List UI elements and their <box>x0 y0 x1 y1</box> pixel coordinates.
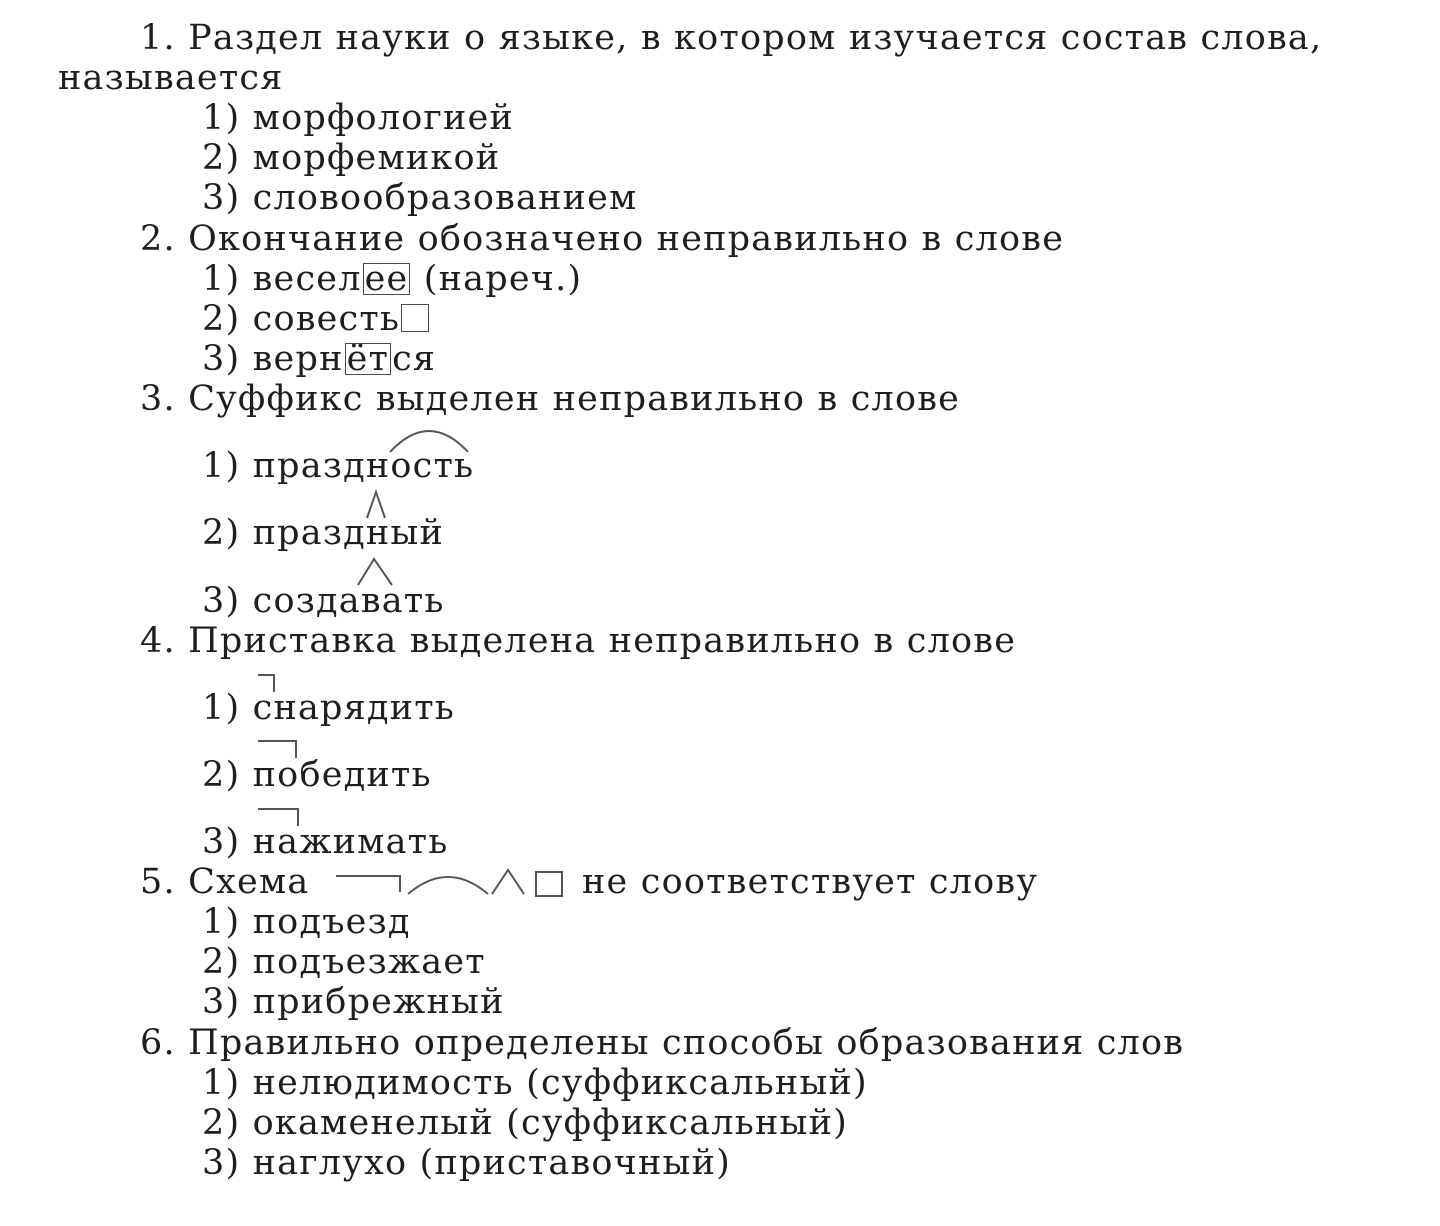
question-text: Окончание обозначено неправильно в слове <box>188 219 1065 259</box>
question-number: 5. <box>140 862 176 902</box>
option-4-1: 1) снарядить <box>202 688 456 728</box>
option-5-3: 3) прибрежный <box>202 982 505 1022</box>
question-2 <box>140 219 1064 259</box>
question-number: 4. <box>140 621 176 661</box>
option-2-3 <box>202 339 436 379</box>
morpheme-scheme <box>334 864 570 904</box>
option-label: 2) <box>202 299 241 339</box>
question-6 <box>140 1023 1184 1063</box>
option-2-2 <box>202 299 429 339</box>
option-3-1: 1) праздность <box>202 446 475 486</box>
option-1-2: 2) морфемикой <box>202 138 501 178</box>
question-number: 3. <box>140 379 176 419</box>
option-2-1 <box>202 259 582 299</box>
question-text: Раздел науки о языке, в котором изучается состав слова, <box>188 18 1323 58</box>
question-text: Правильно определены способы образования слов <box>188 1023 1185 1063</box>
option-6-1: 1) нелюдимость (суффиксальный) <box>202 1063 868 1103</box>
question-text: Суффикс выделен неправильно в слове <box>188 379 961 419</box>
ending-box <box>536 872 562 896</box>
option-label: 3) <box>202 339 241 379</box>
root-mark <box>408 877 488 894</box>
option-6-2: 2) окаменелый (суффиксальный) <box>202 1103 848 1143</box>
question-1 <box>140 18 1322 58</box>
word-postfix: ся <box>392 339 437 379</box>
prefix-mark <box>336 876 400 892</box>
word-note: (нареч.) <box>411 259 583 299</box>
null-ending-box <box>401 304 429 332</box>
option-1-3: 3) словообразованием <box>202 178 638 218</box>
option-6-3: 3) наглухо (приставочный) <box>202 1143 731 1183</box>
question-number: 2. <box>140 219 176 259</box>
option-5-1: 1) подъезд <box>202 902 411 942</box>
question-5 <box>140 862 309 902</box>
option-3-3: 3) создавать <box>202 581 445 621</box>
question-3 <box>140 379 960 419</box>
option-4-3: 3) нажимать <box>202 822 449 862</box>
word-stem: верн <box>252 339 344 379</box>
option-3-2: 2) праздный <box>202 513 444 553</box>
word-stem: весел <box>252 259 362 299</box>
suffix-mark <box>492 870 524 894</box>
option-1-1: 1) морфологией <box>202 98 515 138</box>
question-4 <box>140 621 1016 661</box>
question-text-before: Схема <box>188 862 310 902</box>
option-label: 1) <box>202 259 241 299</box>
question-text-after: не соответствует слову <box>582 862 1039 902</box>
option-4-2: 2) победить <box>202 755 432 795</box>
question-1-continuation: называется <box>58 58 284 98</box>
question-number: 1. <box>140 18 176 58</box>
word-stem: совесть <box>252 299 401 339</box>
option-5-2: 2) подъезжает <box>202 942 486 982</box>
question-text: Приставка выделена неправильно в слове <box>188 621 1017 661</box>
ending-box: ее <box>364 259 409 299</box>
question-number: 6. <box>140 1023 176 1063</box>
ending-box: ёт <box>346 339 390 379</box>
